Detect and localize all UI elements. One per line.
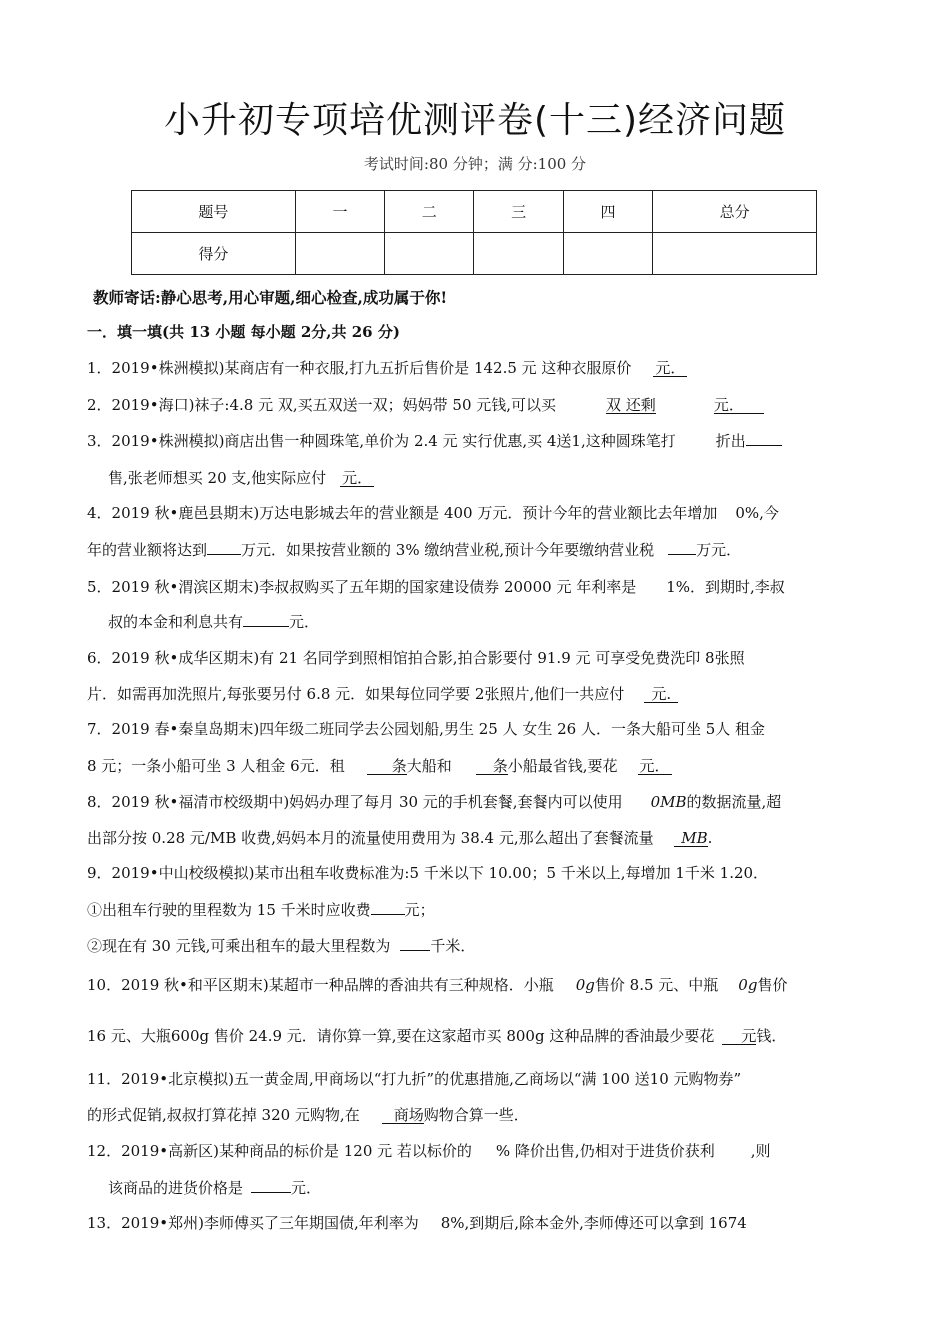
answer-blank[interactable]	[251, 1192, 291, 1193]
question-3: 3．2019•株洲模拟)商店出售一种圆珠笔,单价为 2.4 元 实行优惠,买 4送1,这种圆珠笔打 折出	[87, 430, 782, 451]
answer-blank[interactable]: 商场	[382, 1107, 424, 1124]
question-8: 8．2019 秋•福清市校级期中)妈妈办理了每月 30 元的手机套餐,套餐内可以使用 0MB的数据流量,超	[87, 793, 782, 811]
question-13: 13．2019•郑州)李师傅买了三年期国债,年利率为 8%,到期后,除本金外,李师傅还可以拿到 1674	[87, 1214, 747, 1232]
score-table	[131, 190, 817, 275]
score-cell[interactable]	[474, 233, 563, 275]
teacher-message: 教师寄话:静心思考,用心审题,细心检查,成功属于你!	[93, 288, 448, 307]
question-4: 4．2019 秋•鹿邑县期末)万达电影城去年的营业额是 400 万元．预计今年的营业额比去年增加 0%,今	[87, 504, 779, 522]
answer-blank[interactable]	[746, 445, 782, 446]
row-label: 得分	[132, 233, 296, 275]
question-10-cont: 16 元、大瓶600g 售价 24.9 元．请你算一算,要在这家超市买 800g 这种品牌的香油最少要花 元钱．	[87, 1027, 787, 1045]
question-12: 12．2019•高新区)某种商品的标价是 120 元 若以标价的 % 降价出售,仍相对于进货价获利 ,则	[87, 1142, 771, 1160]
answer-blank[interactable]	[371, 914, 405, 915]
exam-info: 考试时间:80 分钟；满 分:100 分	[363, 155, 587, 173]
question-2: 2．2019•海口)袜子:4.8 元 双,买五双送一双；妈妈带 50 元钱,可以买 双 还剩 元．	[87, 394, 764, 415]
header-cell: 题号	[132, 191, 296, 233]
header-cell: 总分	[653, 191, 817, 233]
answer-blank[interactable]: 元．	[639, 757, 670, 775]
question-7-cont: 8 元；一条小船可坐 3 人租金 6元．租 条大船和 条小船最省钱,要花 元．	[87, 757, 670, 775]
question-6: 6．2019 秋•成华区期末)有 21 名同学到照相馆拍合影,拍合影要付 91.9 元 可享受免费洗印 8张照	[87, 649, 745, 667]
score-cell[interactable]	[385, 233, 474, 275]
answer-blank[interactable]: 条	[367, 758, 407, 775]
score-table-header-row	[132, 191, 817, 233]
answer-blank[interactable]	[207, 554, 241, 555]
question-7: 7．2019 春•秦皇岛期末)四年级二班同学去公园划船,男生 25 人 女生 26 人．一条大船可坐 5人 租金	[87, 720, 766, 738]
question-5-cont: 叔的本金和利息共有 元．	[108, 613, 320, 631]
answer-blank[interactable]: 元.	[644, 686, 678, 703]
answer-blank[interactable]: MB	[674, 830, 708, 847]
question-9-sub-2: ②现在有 30 元钱,可乘出租车的最大里程数为 千米．	[87, 937, 476, 955]
question-9-sub-1: ①出租车行驶的里程数为 15 千米时应收费 元；	[87, 901, 435, 919]
question-6-cont: 片．如需再加洗照片,每张要另付 6.8 元．如果每位同学要 2张照片,他们一共应付 元.	[87, 683, 678, 704]
answer-blank[interactable]	[243, 626, 289, 627]
page-title: 小升初专项培优测评卷(十三)经济问题	[163, 100, 787, 141]
score-table-score-row	[132, 233, 817, 275]
answer-blank[interactable]: 双 还剩	[606, 396, 656, 414]
answer-blank[interactable]: 元．	[714, 397, 764, 414]
header-cell: 一	[295, 191, 384, 233]
question-4-cont: 年的营业额将达到 万元．如果按营业额的 3% 缴纳营业税,预计今年要缴纳营业税 万元．	[87, 541, 742, 559]
header-cell: 四	[563, 191, 652, 233]
question-8-cont: 出部分按 0.28 元/MB 收费,妈妈本月的流量使用费用为 38.4 元,那么超出了套餐流量 MB.	[87, 829, 713, 847]
question-11: 11．2019•北京模拟)五一黄金周,甲商场以“打九折”的优惠措施,乙商场以“满 100 送10 元购物券”	[87, 1070, 742, 1088]
answer-blank[interactable]: 元．	[342, 469, 373, 487]
header-cell: 二	[385, 191, 474, 233]
answer-blank[interactable]	[668, 554, 696, 555]
question-5: 5．2019 秋•渭滨区期末)李叔叔购买了五年期的国家建设债券 20000 元 年利率是 1%．到期时,李叔	[87, 578, 785, 596]
score-cell[interactable]	[295, 233, 384, 275]
question-10: 10．2019 秋•和平区期末)某超市一种品牌的香油共有三种规格．小瓶 0g售价 8.5 元、中瓶 0g售价	[87, 976, 788, 994]
header-cell: 三	[474, 191, 563, 233]
section-title: 一．填一填(共 13 小题 每小题 2分,共 26 分)	[87, 323, 400, 341]
question-3-cont: 售,张老师想买 20 支,他实际应付 元．	[108, 469, 373, 487]
question-12-cont: 该商品的进货价格是 元．	[108, 1179, 322, 1197]
answer-blank[interactable]: 元．	[655, 359, 686, 377]
score-cell[interactable]	[563, 233, 652, 275]
answer-blank[interactable]	[400, 950, 430, 951]
score-cell[interactable]	[653, 233, 817, 275]
question-1: 1．2019•株洲模拟)某商店有一种衣服,打九五折后售价是 142.5 元 这种衣服原价 元．	[87, 359, 686, 377]
question-11-cont: 的形式促销,叔叔打算花掉 320 元购物,在 商场购物合算一些．	[87, 1106, 529, 1124]
question-9: 9．2019•中山校级模拟)某市出租车收费标准为:5 千米以下 10.00；5 千米以上,每增加 1千米 1.20．	[87, 864, 769, 882]
answer-blank[interactable]: 元	[722, 1028, 756, 1045]
answer-blank[interactable]: 条	[476, 758, 508, 775]
